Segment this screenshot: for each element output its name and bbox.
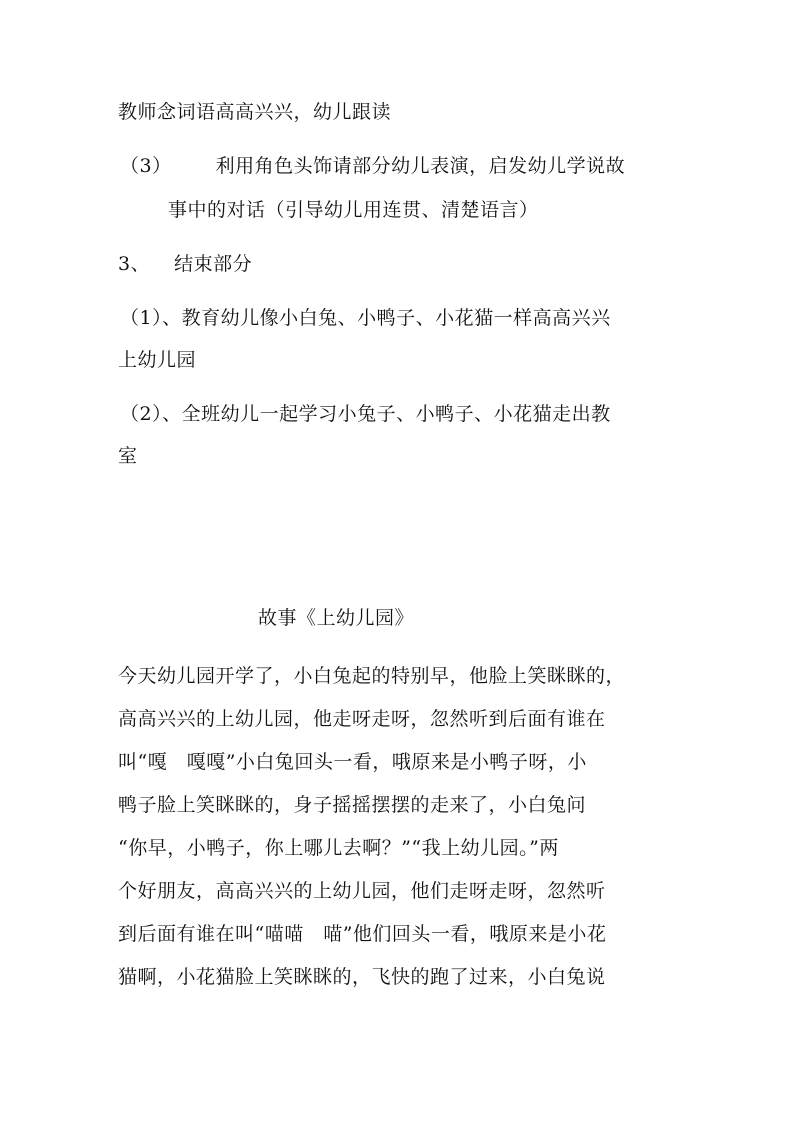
paragraph-ending-1-continued: 上幼儿园 [118, 349, 197, 371]
story-line: 今天幼儿园开学了，小白兔起的特别早，他脸上笑眯眯的， [118, 665, 626, 687]
story-line: “你早，小鸭子，你上哪儿去啊？”“我上幼儿园。”两 [118, 837, 559, 859]
section-title: 结束部分 [174, 253, 253, 275]
paragraph-step-3 [120, 154, 625, 178]
paragraph-teacher-reads: 教师念词语高高兴兴，幼儿跟读 [118, 101, 392, 123]
story-line: 叫“嘎 嘎嘎”小白兔回头一看，哦原来是小鸭子呀，小 [118, 751, 587, 773]
story-line: 猫啊，小花猫脸上笑眯眯的，飞快的跑了过来，小白兔说 [118, 966, 606, 988]
story-line: 鸭子脸上笑眯眯的，身子摇摇摆摆的走来了，小白兔问 [118, 794, 587, 816]
step-number: （3） [120, 155, 172, 177]
section-heading-ending [118, 252, 252, 276]
story-line: 高高兴兴的上幼儿园，他走呀走呀，忽然听到后面有谁在 [118, 708, 606, 730]
step-text: 利用角色头饰请部分幼儿表演，启发幼儿学说故 [215, 155, 626, 177]
story-line: 个好朋友，高高兴兴的上幼儿园，他们走呀走呀，忽然听 [118, 880, 606, 902]
paragraph-ending-2-continued: 室 [118, 445, 138, 467]
section-number: 3、 [118, 253, 151, 275]
paragraph-ending-1: （1）、教育幼儿像小白兔、小鸭子、小花猫一样高高兴兴 [120, 307, 611, 329]
paragraph-ending-2: （2）、全班幼儿一起学习小兔子、小鸭子、小花猫走出教 [120, 403, 611, 425]
story-line: 到后面有谁在叫“喵喵 喵”他们回头一看，哦原来是小花 [118, 923, 607, 945]
paragraph-step-3-continued: 事中的对话（引导幼儿用连贯、清楚语言） [168, 199, 539, 221]
story-title: 故事《上幼儿园》 [258, 607, 415, 629]
